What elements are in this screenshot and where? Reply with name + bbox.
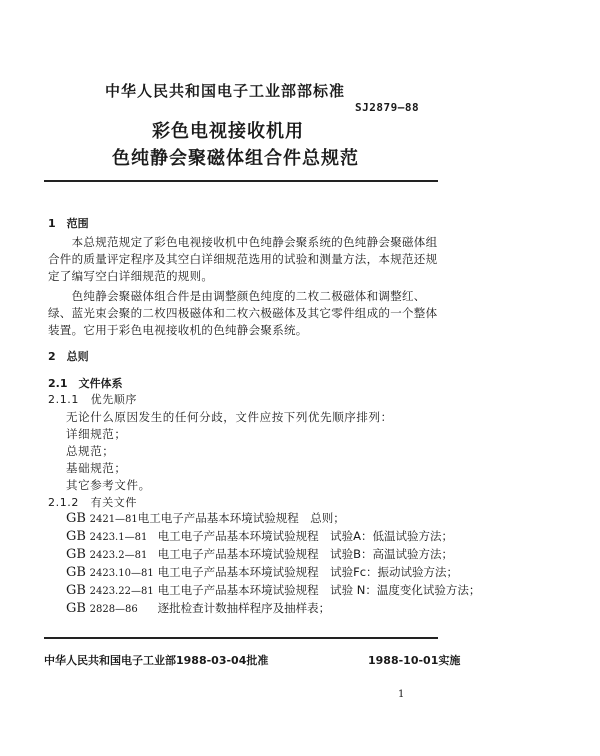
section-2-1-1-heading: 2.1.1 优先顺序: [48, 393, 137, 406]
ref-number: 2423.22—81: [89, 586, 154, 597]
issuing-organization: 中华人民共和国电子工业部部标准: [105, 82, 346, 100]
ref-number: 2423.1—81: [89, 532, 148, 543]
section-2-1-2-heading: 2.1.2 有关文件: [48, 496, 137, 509]
reference-row: [66, 582, 480, 598]
priority-item: 基础规范；: [66, 461, 127, 475]
reference-row: [66, 546, 453, 562]
ref-prefix: GB: [66, 511, 86, 526]
priority-intro: 无论什么原因发生的任何分歧，文件应按下列优先顺序排列：: [66, 410, 393, 424]
ref-prefix: GB: [66, 529, 86, 544]
reference-row: [66, 600, 330, 616]
section-2-heading: 2 总则: [48, 350, 89, 363]
reference-row: [66, 528, 453, 544]
ref-title: 电工电子产品基本环境试验规程 试验B：高温试验方法；: [157, 547, 453, 561]
section-1-paragraph-2: 色纯静会聚磁体组合件是由调整颜色纯度的二枚二极磁体和调整红、绿、蓝光束会聚的二枚四极磁体和二枚六极磁体及其它零件组成的一个整体装置。它用于彩色电视接收机的色纯静会聚系统。: [48, 289, 438, 337]
ref-title: 电工电子产品基本环境试验规程 试验 N：温度变化试验方法；: [157, 583, 481, 597]
ref-number: 2421—81: [89, 514, 138, 525]
priority-item: 总规范；: [66, 444, 115, 458]
ref-number: 2828—86: [89, 604, 138, 615]
standard-code: SJ2879—88: [355, 101, 420, 114]
ref-number: 2423.10—81: [89, 568, 154, 579]
approval-date: 中华人民共和国电子工业部1988-03-04批准: [44, 654, 269, 667]
reference-row: [66, 564, 458, 580]
header-divider: [44, 180, 438, 182]
ref-prefix: GB: [66, 601, 86, 616]
section-1-paragraph-1: 本总规范规定了彩色电视接收机中色纯静会聚系统的色纯静会聚磁体组合件的质量评定程序及其空白详细规范选用的试验和测量方法，本规范还规定了编写空白详细规范的规则。: [48, 235, 438, 283]
footer-divider: [44, 637, 438, 639]
ref-prefix: GB: [66, 547, 86, 562]
effective-date: 1988-10-01实施: [368, 654, 461, 667]
ref-title: 电工电子产品基本环境试验规程 总则；: [137, 511, 345, 525]
document-title-line1: 彩色电视接收机用: [152, 121, 304, 142]
section-2-1-heading: 2.1 文件体系: [48, 377, 123, 390]
ref-prefix: GB: [66, 565, 86, 580]
reference-row: [66, 510, 345, 526]
page-number: 1: [398, 689, 405, 700]
ref-title: 电工电子产品基本环境试验规程 试验A：低温试验方法；: [157, 529, 453, 543]
document-title-line2: 色纯静会聚磁体组合件总规范: [112, 148, 359, 169]
section-1-heading: 1 范围: [48, 217, 89, 230]
ref-prefix: GB: [66, 583, 86, 598]
priority-item: 详细规范；: [66, 427, 127, 441]
ref-title: 电工电子产品基本环境试验规程 试验Fc：振动试验方法；: [157, 565, 459, 579]
priority-item: 其它参考文件。: [66, 478, 151, 492]
ref-title: 逐批检查计数抽样程序及抽样表；: [157, 601, 331, 615]
ref-number: 2423.2—81: [89, 550, 148, 561]
